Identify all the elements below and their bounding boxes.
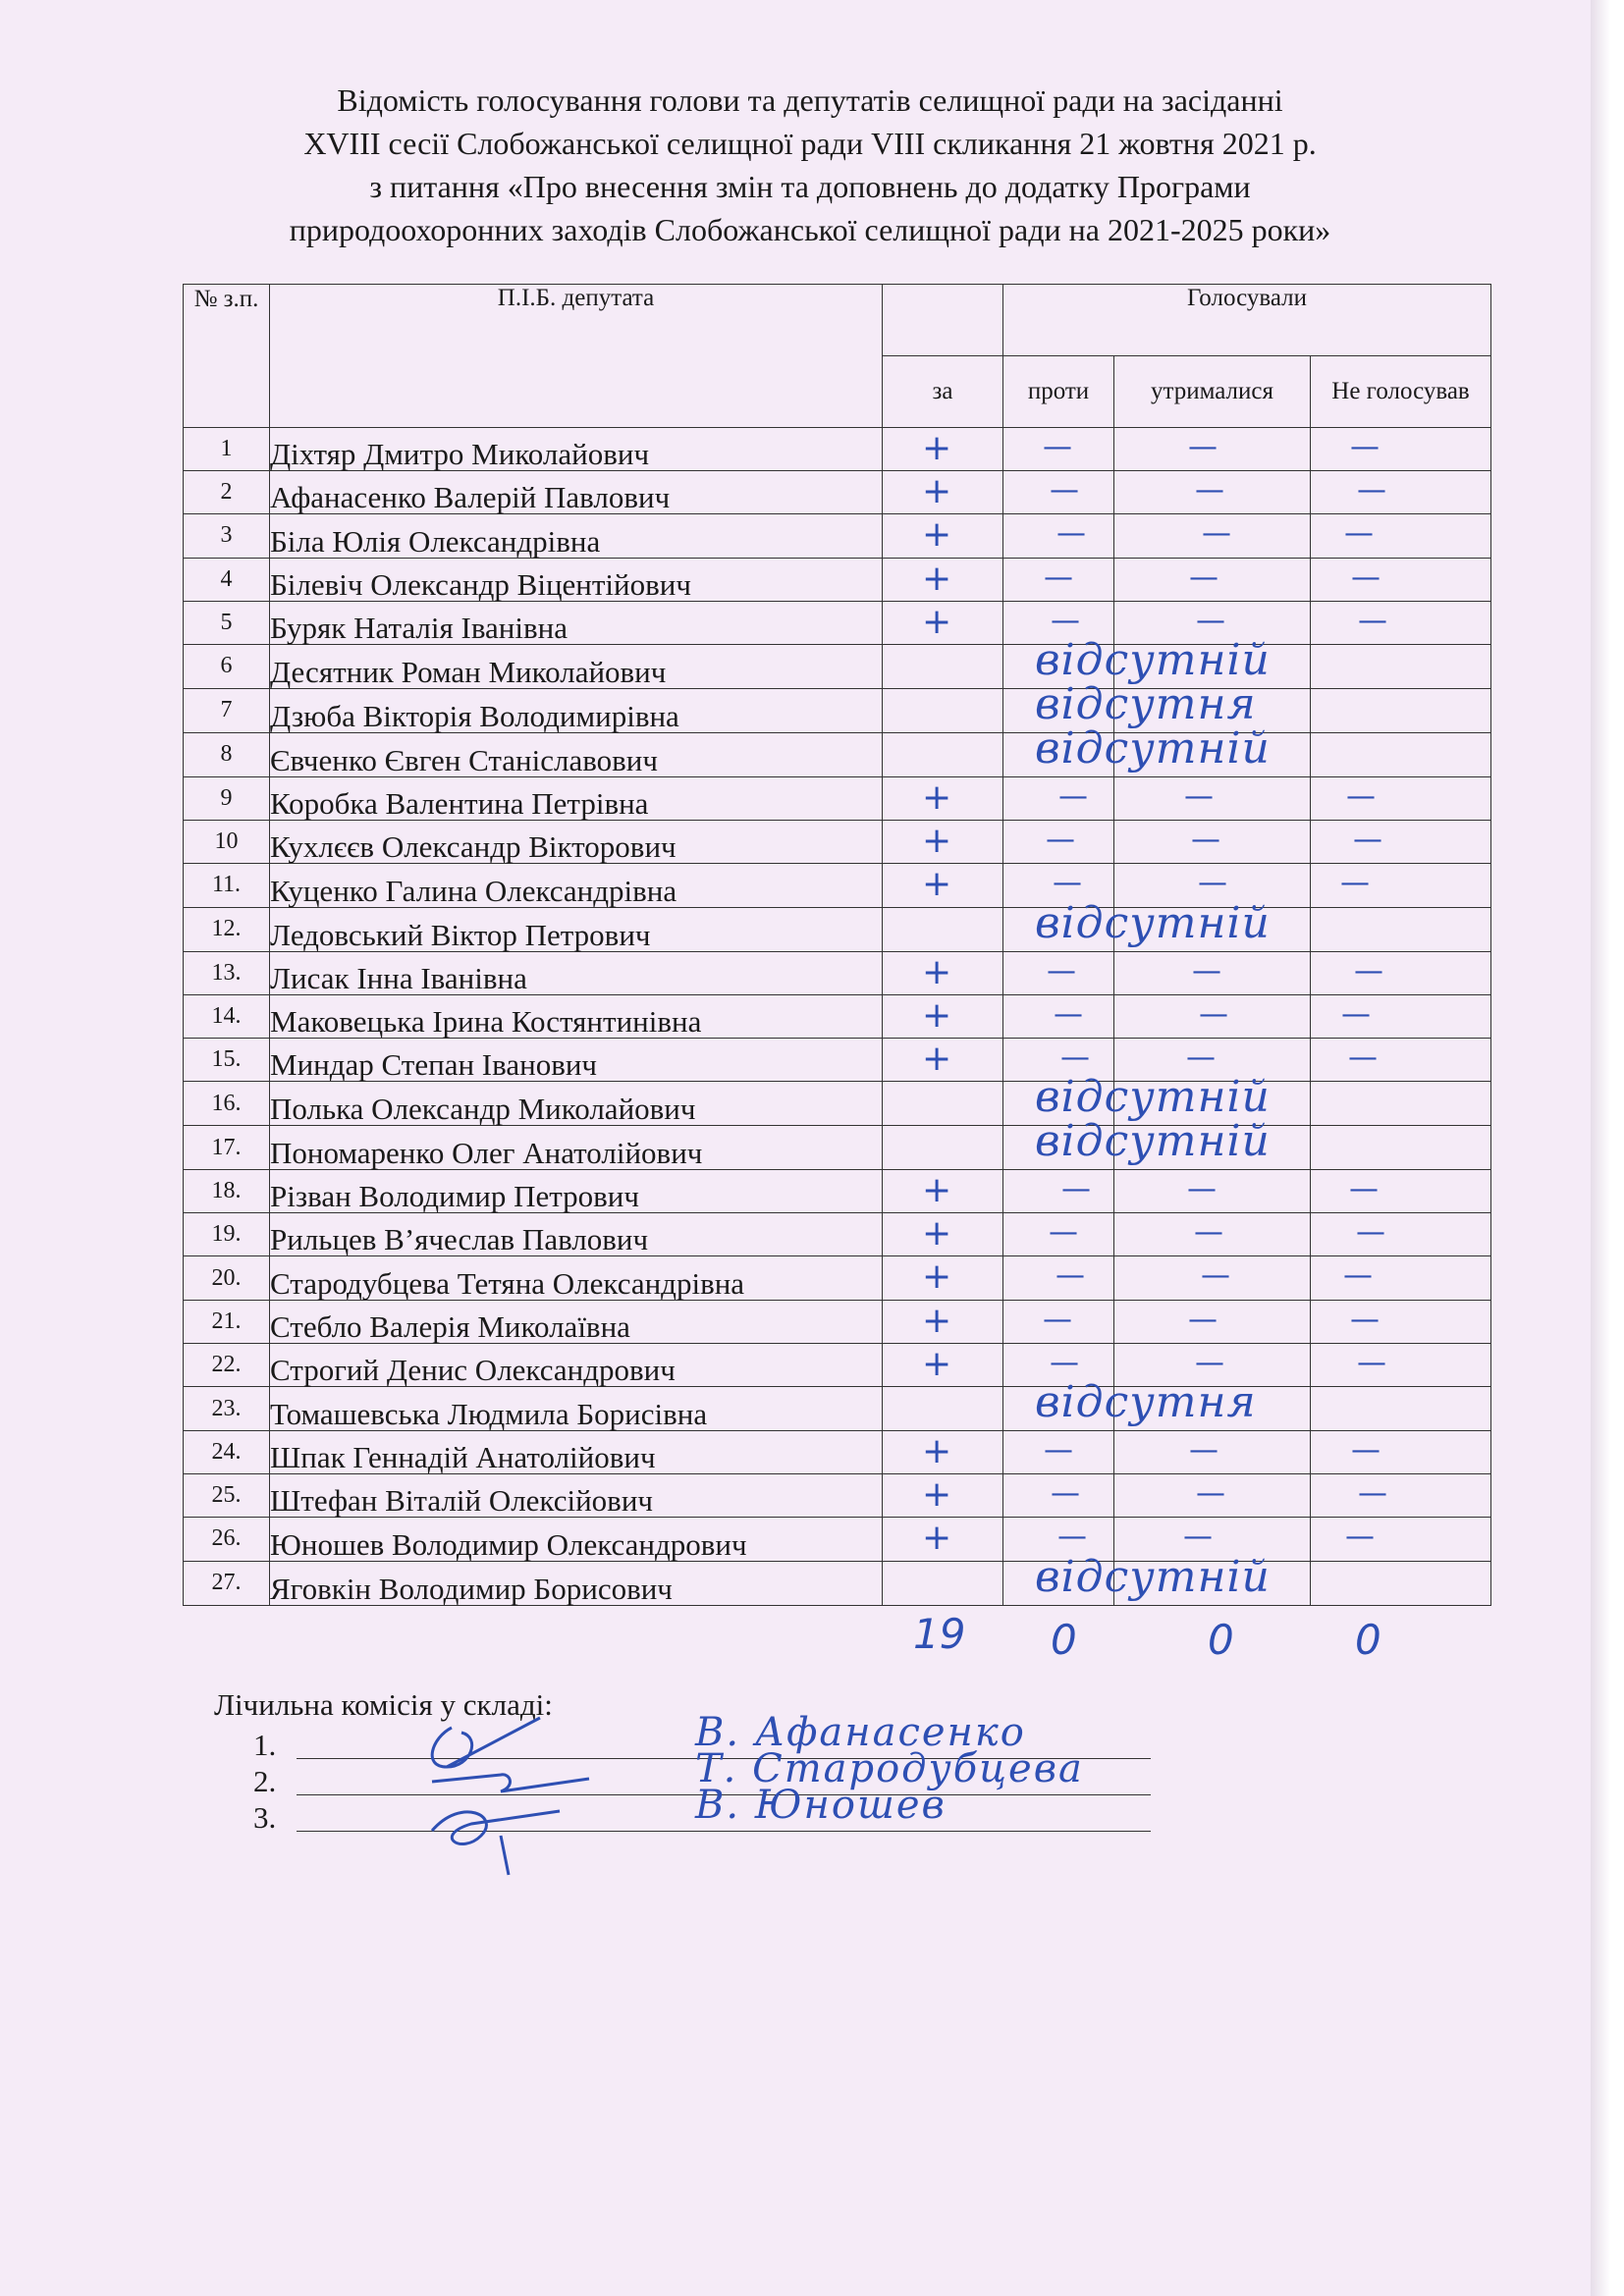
signature-1-mark <box>432 1718 540 1767</box>
deputy-name: Полька Олександр Миколайович <box>270 1085 883 1129</box>
dash-mark: — <box>1356 1215 1385 1251</box>
vote-for-cell <box>883 634 1271 688</box>
vote-novote-cell <box>1311 1126 1491 1170</box>
col-header-novote: Не голосував <box>1311 356 1491 428</box>
vote-abstain-cell <box>1114 1561 1311 1605</box>
dash-mark: — <box>1186 1040 1216 1075</box>
deputy-name: Буряк Наталія Іванівна <box>270 604 883 647</box>
dash-mark: — <box>1047 953 1076 988</box>
dash-mark: — <box>1044 560 1073 595</box>
row-number: 1 <box>184 428 270 471</box>
table-row <box>184 471 1491 514</box>
row-number: 5 <box>184 601 270 644</box>
absent-note: відсутній <box>1035 722 1271 774</box>
table-row <box>184 994 1491 1038</box>
vote-novote-cell <box>1311 776 1491 820</box>
voting-table <box>183 284 1491 1606</box>
dash-mark: — <box>1053 866 1082 901</box>
table-row <box>184 907 1491 951</box>
vote-for-cell <box>883 897 1271 951</box>
col-header-voted: Голосували <box>1003 285 1491 356</box>
vote-novote-cell <box>1311 994 1491 1038</box>
vote-for-cell <box>883 558 1003 601</box>
dash-mark: — <box>1348 1040 1378 1075</box>
table-row <box>184 1038 1491 1081</box>
vote-abstain-cell <box>1114 1213 1311 1256</box>
dash-mark: — <box>1192 953 1221 988</box>
header-line-4: природоохоронних заходів Слобожанської селищної ради на 2021-2025 роки» <box>289 212 1331 247</box>
plus-mark: + <box>922 1038 952 1079</box>
deputy-name: Шпак Геннадій Анатолійович <box>270 1434 883 1477</box>
dash-mark: — <box>1056 1258 1085 1294</box>
dash-mark: — <box>1056 516 1086 552</box>
vote-abstain-cell <box>1114 994 1311 1038</box>
deputy-name: Томашевська Людмила Борисівна <box>270 1390 883 1434</box>
page-edge <box>1591 0 1624 2296</box>
plus-mark: + <box>922 1170 952 1211</box>
dash-mark: — <box>1196 1476 1225 1512</box>
vote-for-cell <box>883 514 1003 558</box>
commission-title: Лічильна комісія у складі: <box>214 1687 553 1722</box>
vote-for-cell <box>883 471 1003 514</box>
deputy-name: Рильцев В’ячеслав Павлович <box>270 1216 883 1259</box>
absent-note: відсутній <box>1035 1072 1271 1123</box>
vote-abstain-cell <box>1114 1387 1311 1431</box>
plus-mark: + <box>922 951 952 992</box>
dash-mark: — <box>1195 473 1224 508</box>
dash-mark: — <box>1341 996 1371 1032</box>
plus-mark: + <box>922 1213 952 1255</box>
table-row <box>184 1256 1491 1300</box>
vote-for-cell <box>883 601 1003 644</box>
vote-abstain-cell <box>1114 732 1311 776</box>
table-row <box>184 1170 1491 1213</box>
vote-against-cell <box>1003 994 1114 1038</box>
dash-mark: — <box>1351 1433 1380 1468</box>
vote-for-cell <box>883 1551 1271 1605</box>
plus-mark: + <box>922 428 952 468</box>
vote-against-cell <box>1003 776 1114 820</box>
deputy-name: Стебло Валерія Миколаївна <box>270 1303 883 1346</box>
dash-mark: — <box>1051 603 1080 638</box>
plus-mark: + <box>922 776 952 818</box>
dash-mark: — <box>1194 1215 1223 1251</box>
deputy-name: Афанасенко Валерій Павлович <box>270 474 883 517</box>
table-row <box>184 1387 1491 1431</box>
vote-for-cell <box>883 994 1003 1038</box>
vote-abstain-cell <box>1114 951 1311 994</box>
table-row <box>184 1213 1491 1256</box>
header-line-1: Відомість голосування голови та депутатів селищної ради на засіданні <box>337 82 1283 118</box>
dash-mark: — <box>1057 1520 1087 1555</box>
dash-mark: — <box>1184 778 1214 814</box>
dash-mark: — <box>1189 560 1218 595</box>
vote-for-cell <box>883 1300 1003 1343</box>
deputy-name: Білевіч Олександр Віцентійович <box>270 561 883 604</box>
vote-abstain-cell <box>1114 1431 1311 1474</box>
vote-novote-cell <box>1311 1256 1491 1300</box>
vote-against-cell <box>1003 1256 1114 1300</box>
plus-mark: + <box>922 1431 952 1471</box>
vote-novote-cell <box>1311 821 1491 864</box>
dash-mark: — <box>1345 1520 1375 1555</box>
table-row <box>184 644 1491 688</box>
vote-against-cell <box>1003 428 1114 471</box>
plus-mark: + <box>922 558 952 599</box>
vote-novote-cell <box>1311 1387 1491 1431</box>
vote-novote-cell <box>1311 1082 1491 1126</box>
dash-mark: — <box>1357 473 1386 508</box>
table-row <box>184 1126 1491 1170</box>
deputy-name: Біла Юлія Олександрівна <box>270 517 883 561</box>
member-number: 1. <box>253 1728 277 1762</box>
member-number: 3. <box>253 1800 277 1835</box>
dash-mark: — <box>1049 1215 1078 1251</box>
row-number: 8 <box>184 732 270 776</box>
deputy-name: Миндар Степан Іванович <box>270 1041 883 1084</box>
absent-note: відсутній <box>1035 897 1271 948</box>
plus-mark: + <box>922 821 952 862</box>
dash-mark: — <box>1196 603 1225 638</box>
dash-mark: — <box>1195 1345 1224 1380</box>
dash-mark: — <box>1046 823 1075 858</box>
deputy-name: Ледовський Віктор Петрович <box>270 910 883 954</box>
vote-against-cell <box>1003 1213 1114 1256</box>
dash-mark: — <box>1058 778 1088 814</box>
table-row <box>184 776 1491 820</box>
dash-mark: — <box>1189 1433 1218 1468</box>
col-header-number: № з.п. <box>184 285 270 428</box>
vote-against-cell <box>1003 821 1114 864</box>
vote-for-cell <box>883 951 1003 994</box>
dash-mark: — <box>1054 996 1083 1032</box>
vote-abstain-cell <box>1114 821 1311 864</box>
header-line-3: з питання «Про внесення змін та доповнень до додатку Програми <box>369 169 1251 204</box>
row-number: 16. <box>184 1082 270 1126</box>
vote-for-cell <box>883 1343 1003 1386</box>
dash-mark: — <box>1060 1040 1090 1075</box>
vote-against-cell <box>1003 1170 1114 1213</box>
vote-abstain-cell <box>1114 1126 1311 1170</box>
dash-mark: — <box>1188 1302 1218 1337</box>
table-row <box>184 688 1491 732</box>
table-row <box>184 558 1491 601</box>
vote-for-cell <box>883 722 1271 776</box>
plus-mark: + <box>922 1474 952 1516</box>
vote-novote-cell <box>1311 1431 1491 1474</box>
row-number: 3 <box>184 514 270 558</box>
vote-novote-cell <box>1311 558 1491 601</box>
row-number: 15. <box>184 1038 270 1081</box>
dash-mark: — <box>1358 1476 1387 1512</box>
dash-mark: — <box>1340 866 1370 901</box>
table-row <box>184 601 1491 644</box>
row-number: 24. <box>184 1431 270 1474</box>
plus-mark: + <box>922 994 952 1036</box>
header-line-2: XVIII сесії Слобожанської селищної ради VIII скликання 21 жовтня 2021 р. <box>303 126 1317 161</box>
vote-against-cell <box>1003 1474 1114 1518</box>
vote-abstain-cell <box>1114 776 1311 820</box>
vote-novote-cell <box>1311 428 1491 471</box>
deputy-name: Коробка Валентина Петрівна <box>270 779 883 823</box>
vote-abstain-cell <box>1114 1474 1311 1518</box>
vote-for-cell <box>883 821 1003 864</box>
table-row <box>184 821 1491 864</box>
plus-mark: + <box>922 1518 952 1559</box>
vote-against-cell <box>1003 732 1114 776</box>
vote-novote-cell <box>1311 1474 1491 1518</box>
vote-novote-cell <box>1311 601 1491 644</box>
total-against: 0 <box>1051 1616 1077 1664</box>
deputy-name: Лисак Інна Іванівна <box>270 954 883 997</box>
vote-for-cell <box>883 1377 1257 1431</box>
table-row <box>184 1474 1491 1518</box>
row-number: 17. <box>184 1126 270 1170</box>
dash-mark: — <box>1191 823 1220 858</box>
dash-mark: — <box>1358 603 1387 638</box>
vote-against-cell <box>1003 1561 1114 1605</box>
dash-mark: — <box>1350 1302 1380 1337</box>
table-row <box>184 1518 1491 1561</box>
deputy-name: Строгий Денис Олександрович <box>270 1346 883 1389</box>
dash-mark: — <box>1349 1172 1379 1207</box>
row-number: 27. <box>184 1561 270 1605</box>
document-header <box>147 79 1473 251</box>
deputy-name: Десятник Роман Миколайович <box>270 647 883 691</box>
vote-against-cell <box>1003 1126 1114 1170</box>
row-number: 7 <box>184 688 270 732</box>
table-row <box>184 1431 1491 1474</box>
vote-for-cell <box>883 776 1003 820</box>
col-header-name: П.І.Б. депутата <box>270 285 883 428</box>
table-row <box>184 428 1491 471</box>
signature-scribbles <box>393 1708 687 1885</box>
vote-abstain-cell <box>1114 471 1311 514</box>
dash-mark: — <box>1353 823 1382 858</box>
dash-mark: — <box>1350 430 1380 464</box>
vote-against-cell <box>1003 514 1114 558</box>
table-row <box>184 1343 1491 1386</box>
dash-mark: — <box>1357 1345 1386 1380</box>
row-number: 10 <box>184 821 270 864</box>
vote-novote-cell <box>1311 732 1491 776</box>
counting-commission <box>214 1686 1196 1836</box>
dash-mark: — <box>1188 430 1218 464</box>
deputy-name: Куценко Галина Олександрівна <box>270 867 883 910</box>
vote-novote-cell <box>1311 951 1491 994</box>
absent-note: відсутній <box>1035 634 1271 685</box>
dash-mark: — <box>1199 996 1228 1032</box>
row-number: 2 <box>184 471 270 514</box>
table-row <box>184 1300 1491 1343</box>
deputy-name: Євченко Євген Станіславович <box>270 735 883 779</box>
signature-2-mark <box>432 1775 589 1791</box>
row-number: 26. <box>184 1518 270 1561</box>
vote-novote-cell <box>1311 688 1491 732</box>
voting-table-body <box>184 428 1491 1606</box>
dash-mark: — <box>1202 516 1231 552</box>
row-number: 12. <box>184 907 270 951</box>
plus-mark: + <box>922 471 952 512</box>
dash-mark: — <box>1183 1520 1213 1555</box>
vote-for-cell <box>883 1072 1271 1126</box>
dash-mark: — <box>1043 430 1072 464</box>
deputy-name: Стародубцева Тетяна Олександрівна <box>270 1259 883 1303</box>
deputy-name: Дзюба Вікторія Володимирівна <box>270 691 883 735</box>
col-header-abstain: утрималися <box>1114 356 1311 428</box>
table-row <box>184 1561 1491 1605</box>
table-row <box>184 951 1491 994</box>
vote-novote-cell <box>1311 907 1491 951</box>
vote-for-cell <box>883 1474 1003 1518</box>
dash-mark: — <box>1044 1433 1073 1468</box>
row-number: 19. <box>184 1213 270 1256</box>
row-number: 6 <box>184 644 270 688</box>
col-header-for: за <box>883 356 1003 428</box>
plus-mark: + <box>922 1256 952 1298</box>
row-number: 25. <box>184 1474 270 1518</box>
vote-abstain-cell <box>1114 558 1311 601</box>
vote-novote-cell <box>1311 1518 1491 1561</box>
vote-for-cell <box>883 1256 1003 1300</box>
vote-abstain-cell <box>1114 1256 1311 1300</box>
vote-for-cell <box>883 678 1257 732</box>
vote-against-cell <box>1003 471 1114 514</box>
vote-against-cell <box>1003 1387 1114 1431</box>
vote-novote-cell <box>1311 1343 1491 1386</box>
table-row <box>184 864 1491 907</box>
vote-against-cell <box>1003 558 1114 601</box>
total-for: 19 <box>913 1610 966 1658</box>
member-signed-name: В. Юношев <box>695 1783 947 1828</box>
vote-for-cell <box>883 1431 1003 1474</box>
dash-mark: — <box>1043 1302 1072 1337</box>
dash-mark: — <box>1051 1476 1080 1512</box>
deputy-name: Штефан Віталій Олексійович <box>270 1477 883 1521</box>
row-number: 4 <box>184 558 270 601</box>
row-number: 13. <box>184 951 270 994</box>
plus-mark: + <box>922 1343 952 1384</box>
vote-against-cell <box>1003 951 1114 994</box>
vote-novote-cell <box>1311 1300 1491 1343</box>
vote-against-cell <box>1003 907 1114 951</box>
plus-mark: + <box>922 514 952 556</box>
row-number: 14. <box>184 994 270 1038</box>
dash-mark: — <box>1050 473 1079 508</box>
row-number: 18. <box>184 1170 270 1213</box>
dash-mark: — <box>1351 560 1380 595</box>
dash-mark: — <box>1061 1172 1091 1207</box>
deputy-name: Діхтяр Дмитро Миколайович <box>270 431 883 474</box>
total-abstain: 0 <box>1208 1616 1234 1664</box>
vote-novote-cell <box>1311 644 1491 688</box>
dash-mark: — <box>1354 953 1383 988</box>
row-number: 9 <box>184 776 270 820</box>
plus-mark: + <box>922 1300 952 1341</box>
plus-mark: + <box>922 864 952 905</box>
vote-for-cell <box>883 428 1003 471</box>
member-signed-name: В. Афанасенко <box>695 1710 1026 1755</box>
col-header-empty <box>883 285 1003 356</box>
vote-abstain-cell <box>1114 1170 1311 1213</box>
vote-for-cell <box>883 1170 1003 1213</box>
deputy-name: Маковецька Ірина Костянтинівна <box>270 997 883 1041</box>
table-row <box>184 1082 1491 1126</box>
col-header-against: проти <box>1003 356 1114 428</box>
vote-novote-cell <box>1311 1170 1491 1213</box>
vote-for-cell <box>883 864 1003 907</box>
deputy-name: Юношев Володимир Олександрович <box>270 1521 883 1564</box>
vote-for-cell <box>883 1116 1271 1170</box>
row-number: 21. <box>184 1300 270 1343</box>
absent-note: відсутній <box>1035 1116 1271 1167</box>
vote-novote-cell <box>1311 864 1491 907</box>
signature-3-mark <box>432 1811 560 1875</box>
vote-novote-cell <box>1311 1561 1491 1605</box>
vote-novote-cell <box>1311 1038 1491 1081</box>
table-row <box>184 514 1491 558</box>
table-row <box>184 732 1491 776</box>
row-number: 23. <box>184 1387 270 1431</box>
vote-abstain-cell <box>1114 1300 1311 1343</box>
deputy-name: Пономаренко Олег Анатолійович <box>270 1129 883 1173</box>
vote-novote-cell <box>1311 1213 1491 1256</box>
vote-abstain-cell <box>1114 514 1311 558</box>
dash-mark: — <box>1346 778 1376 814</box>
dash-mark: — <box>1344 516 1374 552</box>
dash-mark: — <box>1050 1345 1079 1380</box>
row-number: 22. <box>184 1343 270 1386</box>
absent-note: відсутня <box>1035 678 1257 729</box>
plus-mark: + <box>922 601 952 642</box>
vote-for-cell <box>883 1213 1003 1256</box>
deputy-name: Кухлєєв Олександр Вікторович <box>270 824 883 867</box>
dash-mark: — <box>1343 1258 1373 1294</box>
member-number: 2. <box>253 1764 277 1798</box>
dash-mark: — <box>1201 1258 1230 1294</box>
absent-note: відсутня <box>1035 1377 1257 1427</box>
dash-mark: — <box>1187 1172 1217 1207</box>
row-number: 11. <box>184 864 270 907</box>
vote-abstain-cell <box>1114 428 1311 471</box>
vote-for-cell <box>883 1038 1003 1081</box>
deputy-name: Яговкін Володимир Борисович <box>270 1564 883 1608</box>
absent-note: відсутній <box>1035 1551 1271 1602</box>
row-number: 20. <box>184 1256 270 1300</box>
member-signed-name: Т. Стародубцева <box>695 1746 1084 1791</box>
vote-against-cell <box>1003 1431 1114 1474</box>
vote-totals <box>913 1610 1502 1669</box>
vote-abstain-cell <box>1114 907 1311 951</box>
dash-mark: — <box>1198 866 1227 901</box>
deputy-name: Різван Володимир Петрович <box>270 1173 883 1216</box>
vote-against-cell <box>1003 1300 1114 1343</box>
vote-for-cell <box>883 1518 1003 1561</box>
total-novote: 0 <box>1355 1616 1381 1664</box>
vote-novote-cell <box>1311 514 1491 558</box>
vote-novote-cell <box>1311 471 1491 514</box>
